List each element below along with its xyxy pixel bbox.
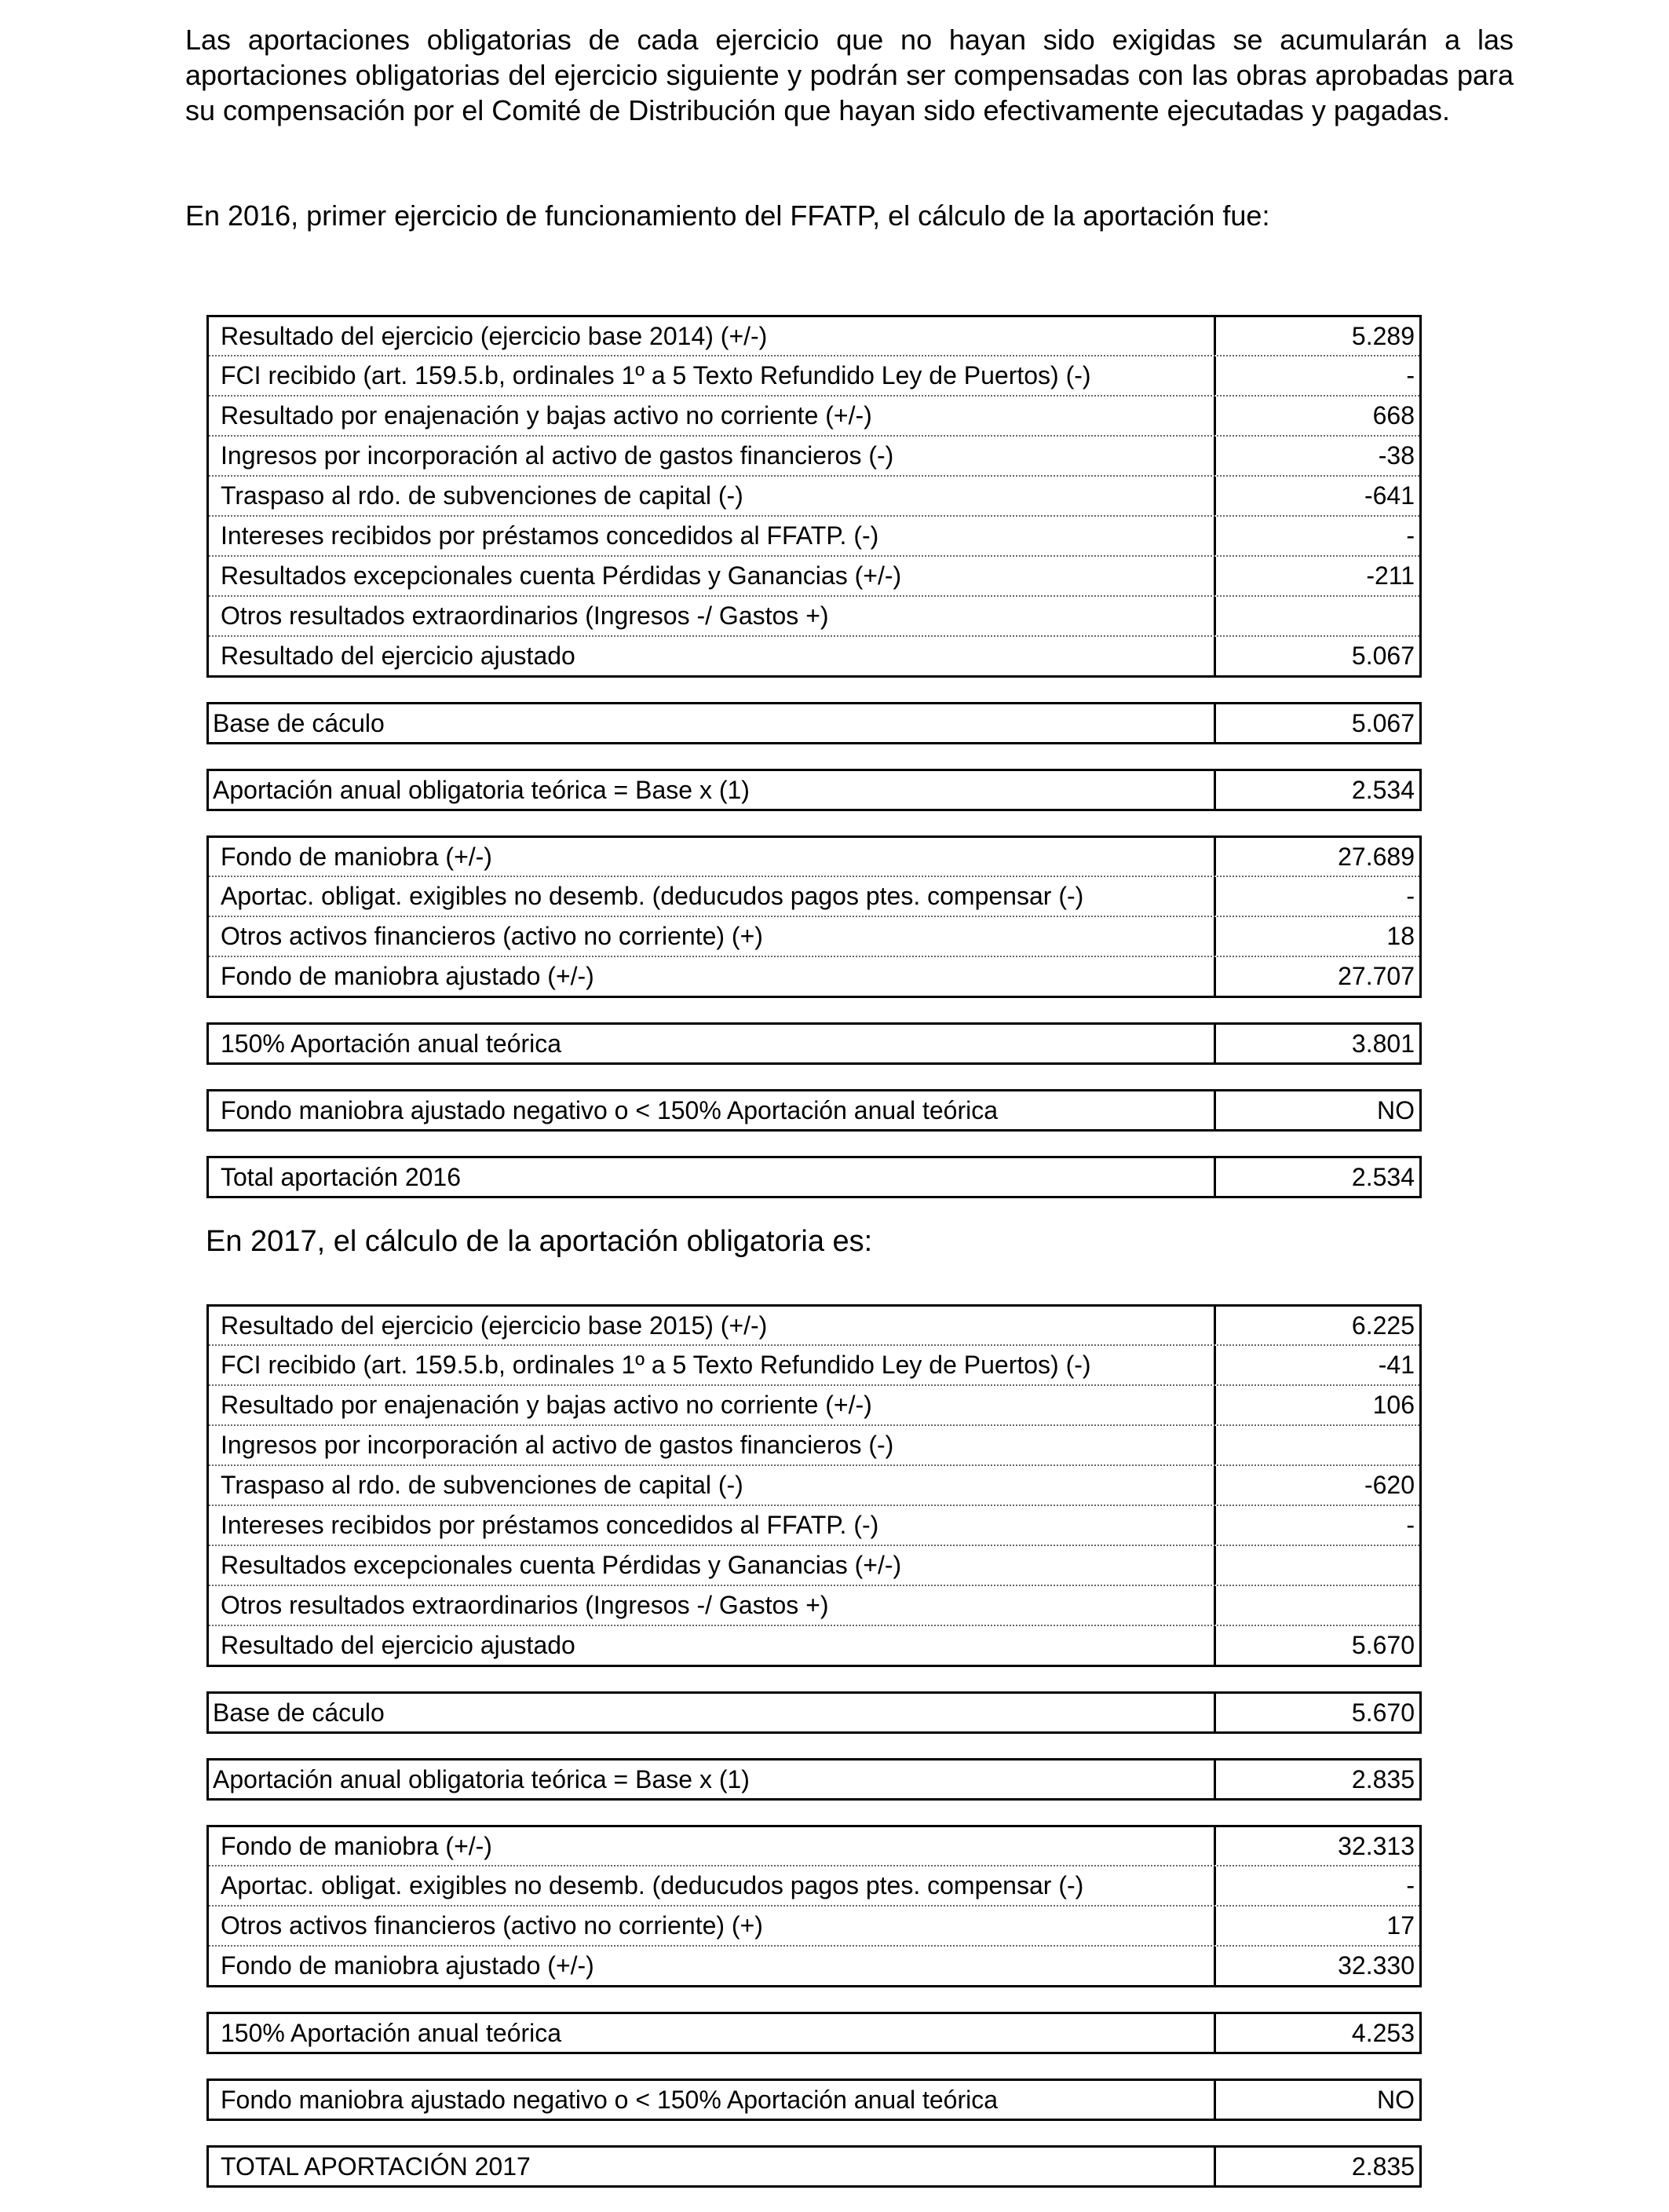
row-label: FCI recibido (art. 159.5.b, ordinales 1º a 5 Texto Refundido Ley de Puertos) (-)	[209, 1346, 1216, 1384]
row-label: Traspaso al rdo. de subvenciones de capital (-)	[209, 477, 1216, 515]
calc-block	[206, 2079, 1422, 2121]
row-label: Resultado del ejercicio ajustado	[209, 637, 1216, 675]
row-label: Resultado del ejercicio (ejercicio base 2014) (+/-)	[209, 317, 1216, 355]
row-value	[1216, 597, 1419, 635]
table-row	[209, 704, 1419, 742]
row-value: 2.835	[1351, 1765, 1415, 1793]
row-label: Resultado del ejercicio (ejercicio base 2015) (+/-)	[209, 1307, 1216, 1344]
table-row	[209, 595, 1419, 635]
row-label: Resultado por enajenación y bajas activo no corriente (+/-)	[209, 1386, 1216, 1424]
row-value: 106	[1372, 1391, 1415, 1419]
calc-block	[206, 2012, 1422, 2054]
row-value: -	[1406, 882, 1415, 910]
row-label: Intereses recibidos por préstamos concedidos al FFATP. (-)	[209, 517, 1216, 555]
table-row	[209, 771, 1419, 809]
calc-block	[206, 1156, 1422, 1198]
table-row	[209, 956, 1419, 996]
row-value: -211	[1366, 561, 1415, 590]
row-label: Fondo de maniobra (+/-)	[209, 838, 1216, 876]
calc-block	[206, 1825, 1422, 1987]
row-value: 32.330	[1338, 1951, 1415, 1980]
row-value: 5.067	[1351, 709, 1415, 737]
lead-2016: En 2016, primer ejercicio de funcionamiento del FFATP, el cálculo de la aportación fue:	[185, 199, 1270, 232]
calc-block	[206, 835, 1422, 998]
row-label: 150% Aportación anual teórica	[209, 2014, 1216, 2052]
row-value: 2.835	[1351, 2152, 1415, 2181]
row-label: Base de cáculo	[209, 704, 1216, 742]
row-label: Fondo de maniobra ajustado (+/-)	[209, 957, 1216, 996]
row-label: 150% Aportación anual teórica	[209, 1025, 1216, 1062]
row-value: 3.801	[1351, 1029, 1415, 1058]
table-row	[209, 1091, 1419, 1129]
row-label: Ingresos por incorporación al activo de gastos financieros (-)	[209, 437, 1216, 475]
table-row	[209, 2014, 1419, 2052]
calc-block	[206, 1691, 1422, 1734]
table-row	[209, 1625, 1419, 1665]
table-row	[209, 1585, 1419, 1625]
row-label: Fondo de maniobra (+/-)	[209, 1827, 1216, 1865]
table-row	[209, 1865, 1419, 1905]
table-row	[209, 1307, 1419, 1344]
row-value	[1216, 1426, 1419, 1464]
row-label: FCI recibido (art. 159.5.b, ordinales 1º a 5 Texto Refundido Ley de Puertos) (-)	[209, 356, 1216, 395]
calc-block	[206, 1089, 1422, 1132]
row-value: 6.225	[1351, 1311, 1415, 1340]
calc-block	[206, 2145, 1422, 2188]
table-row	[209, 916, 1419, 956]
row-value: 668	[1372, 401, 1415, 430]
row-label: Fondo maniobra ajustado negativo o < 150% Aportación anual teórica	[209, 1091, 1216, 1129]
row-value: 5.067	[1351, 642, 1415, 670]
table-row	[209, 838, 1419, 876]
row-value: 27.707	[1338, 962, 1415, 990]
table-row	[209, 1384, 1419, 1424]
row-value: 5.289	[1351, 322, 1415, 350]
row-label: Intereses recibidos por préstamos concedidos al FFATP. (-)	[209, 1506, 1216, 1545]
calc-table-2016	[206, 315, 1422, 1223]
row-value: 5.670	[1351, 1698, 1415, 1727]
table-row	[209, 1505, 1419, 1545]
row-value: -641	[1364, 481, 1415, 510]
calc-table-2017	[206, 1304, 1422, 2212]
calc-block	[206, 315, 1422, 678]
table-row	[209, 1760, 1419, 1798]
row-label: Aportación anual obligatoria teórica = Base x (1)	[209, 771, 1216, 809]
row-value: -620	[1364, 1471, 1415, 1499]
table-row	[209, 1464, 1419, 1505]
table-row	[209, 395, 1419, 435]
row-label: Otros activos financieros (activo no corriente) (+)	[209, 1907, 1216, 1945]
row-value: 2.534	[1351, 776, 1415, 804]
row-label: Total aportación 2016	[209, 1158, 1216, 1196]
row-value: 18	[1386, 922, 1415, 950]
calc-block	[206, 1022, 1422, 1065]
row-value: 5.670	[1351, 1631, 1415, 1659]
row-value: 4.253	[1351, 2019, 1415, 2047]
row-value: 27.689	[1338, 843, 1415, 871]
row-value	[1216, 1586, 1419, 1625]
table-row	[209, 355, 1419, 395]
row-label: Resultado por enajenación y bajas activo no corriente (+/-)	[209, 397, 1216, 435]
row-value: -	[1406, 1511, 1415, 1539]
table-row	[209, 1827, 1419, 1865]
row-value: NO	[1377, 2086, 1415, 2114]
row-value	[1216, 1546, 1419, 1585]
row-label: Resultados excepcionales cuenta Pérdidas y Ganancias (+/-)	[209, 1546, 1216, 1585]
table-row	[209, 635, 1419, 675]
row-label: Ingresos por incorporación al activo de gastos financieros (-)	[209, 1426, 1216, 1464]
row-label: Fondo maniobra ajustado negativo o < 150% Aportación anual teórica	[209, 2081, 1216, 2119]
calc-block	[206, 1758, 1422, 1801]
table-row	[209, 515, 1419, 555]
row-value: 17	[1386, 1911, 1415, 1940]
row-label: Otros resultados extraordinarios (Ingresos -/ Gastos +)	[209, 1586, 1216, 1625]
intro-paragraph: Las aportaciones obligatorias de cada ejercicio que no hayan sido exigidas se acumularán a las aportaciones obligatorias del ejercicio siguiente y podrán ser compensadas con las obras aprobadas para su compensación por el Comité de Distribución que hayan sido efectivamente ejecutadas y pagadas.	[185, 24, 1514, 126]
table-row	[209, 1945, 1419, 1985]
table-row	[209, 435, 1419, 475]
row-label: Resultados excepcionales cuenta Pérdidas y Ganancias (+/-)	[209, 557, 1216, 595]
row-label: Aportac. obligat. exigibles no desemb. (deducudos pagos ptes. compensar (-)	[209, 1866, 1216, 1905]
row-label: Fondo de maniobra ajustado (+/-)	[209, 1947, 1216, 1985]
table-row	[209, 2081, 1419, 2119]
row-value: NO	[1377, 1096, 1415, 1124]
row-label: Aportación anual obligatoria teórica = Base x (1)	[209, 1760, 1216, 1798]
table-row	[209, 555, 1419, 595]
row-label: Otros activos financieros (activo no corriente) (+)	[209, 917, 1216, 956]
row-value: -	[1406, 361, 1415, 389]
calc-block	[206, 702, 1422, 744]
calc-block	[206, 769, 1422, 811]
row-value: 2.534	[1351, 1163, 1415, 1191]
row-label: Resultado del ejercicio ajustado	[209, 1626, 1216, 1665]
row-label: Aportac. obligat. exigibles no desemb. (deducudos pagos ptes. compensar (-)	[209, 877, 1216, 916]
row-label: Base de cáculo	[209, 1694, 1216, 1731]
table-row	[209, 1424, 1419, 1464]
lead-2017: En 2017, el cálculo de la aportación obligatoria es:	[206, 1225, 873, 1258]
table-row	[209, 1694, 1419, 1731]
table-row	[209, 317, 1419, 355]
table-row	[209, 475, 1419, 515]
table-row	[209, 1905, 1419, 1945]
row-value: -	[1406, 1871, 1415, 1899]
table-row	[209, 1545, 1419, 1585]
row-label: Otros resultados extraordinarios (Ingresos -/ Gastos +)	[209, 597, 1216, 635]
row-value: 32.313	[1338, 1832, 1415, 1860]
row-label: TOTAL APORTACIÓN 2017	[209, 2148, 1216, 2185]
calc-block	[206, 1304, 1422, 1667]
row-value: -38	[1378, 441, 1415, 470]
table-row	[209, 1158, 1419, 1196]
table-row	[209, 1344, 1419, 1384]
table-row	[209, 1025, 1419, 1062]
row-label: Traspaso al rdo. de subvenciones de capital (-)	[209, 1466, 1216, 1505]
row-value: -	[1406, 521, 1415, 550]
table-row	[209, 876, 1419, 916]
row-value: -41	[1378, 1351, 1415, 1379]
